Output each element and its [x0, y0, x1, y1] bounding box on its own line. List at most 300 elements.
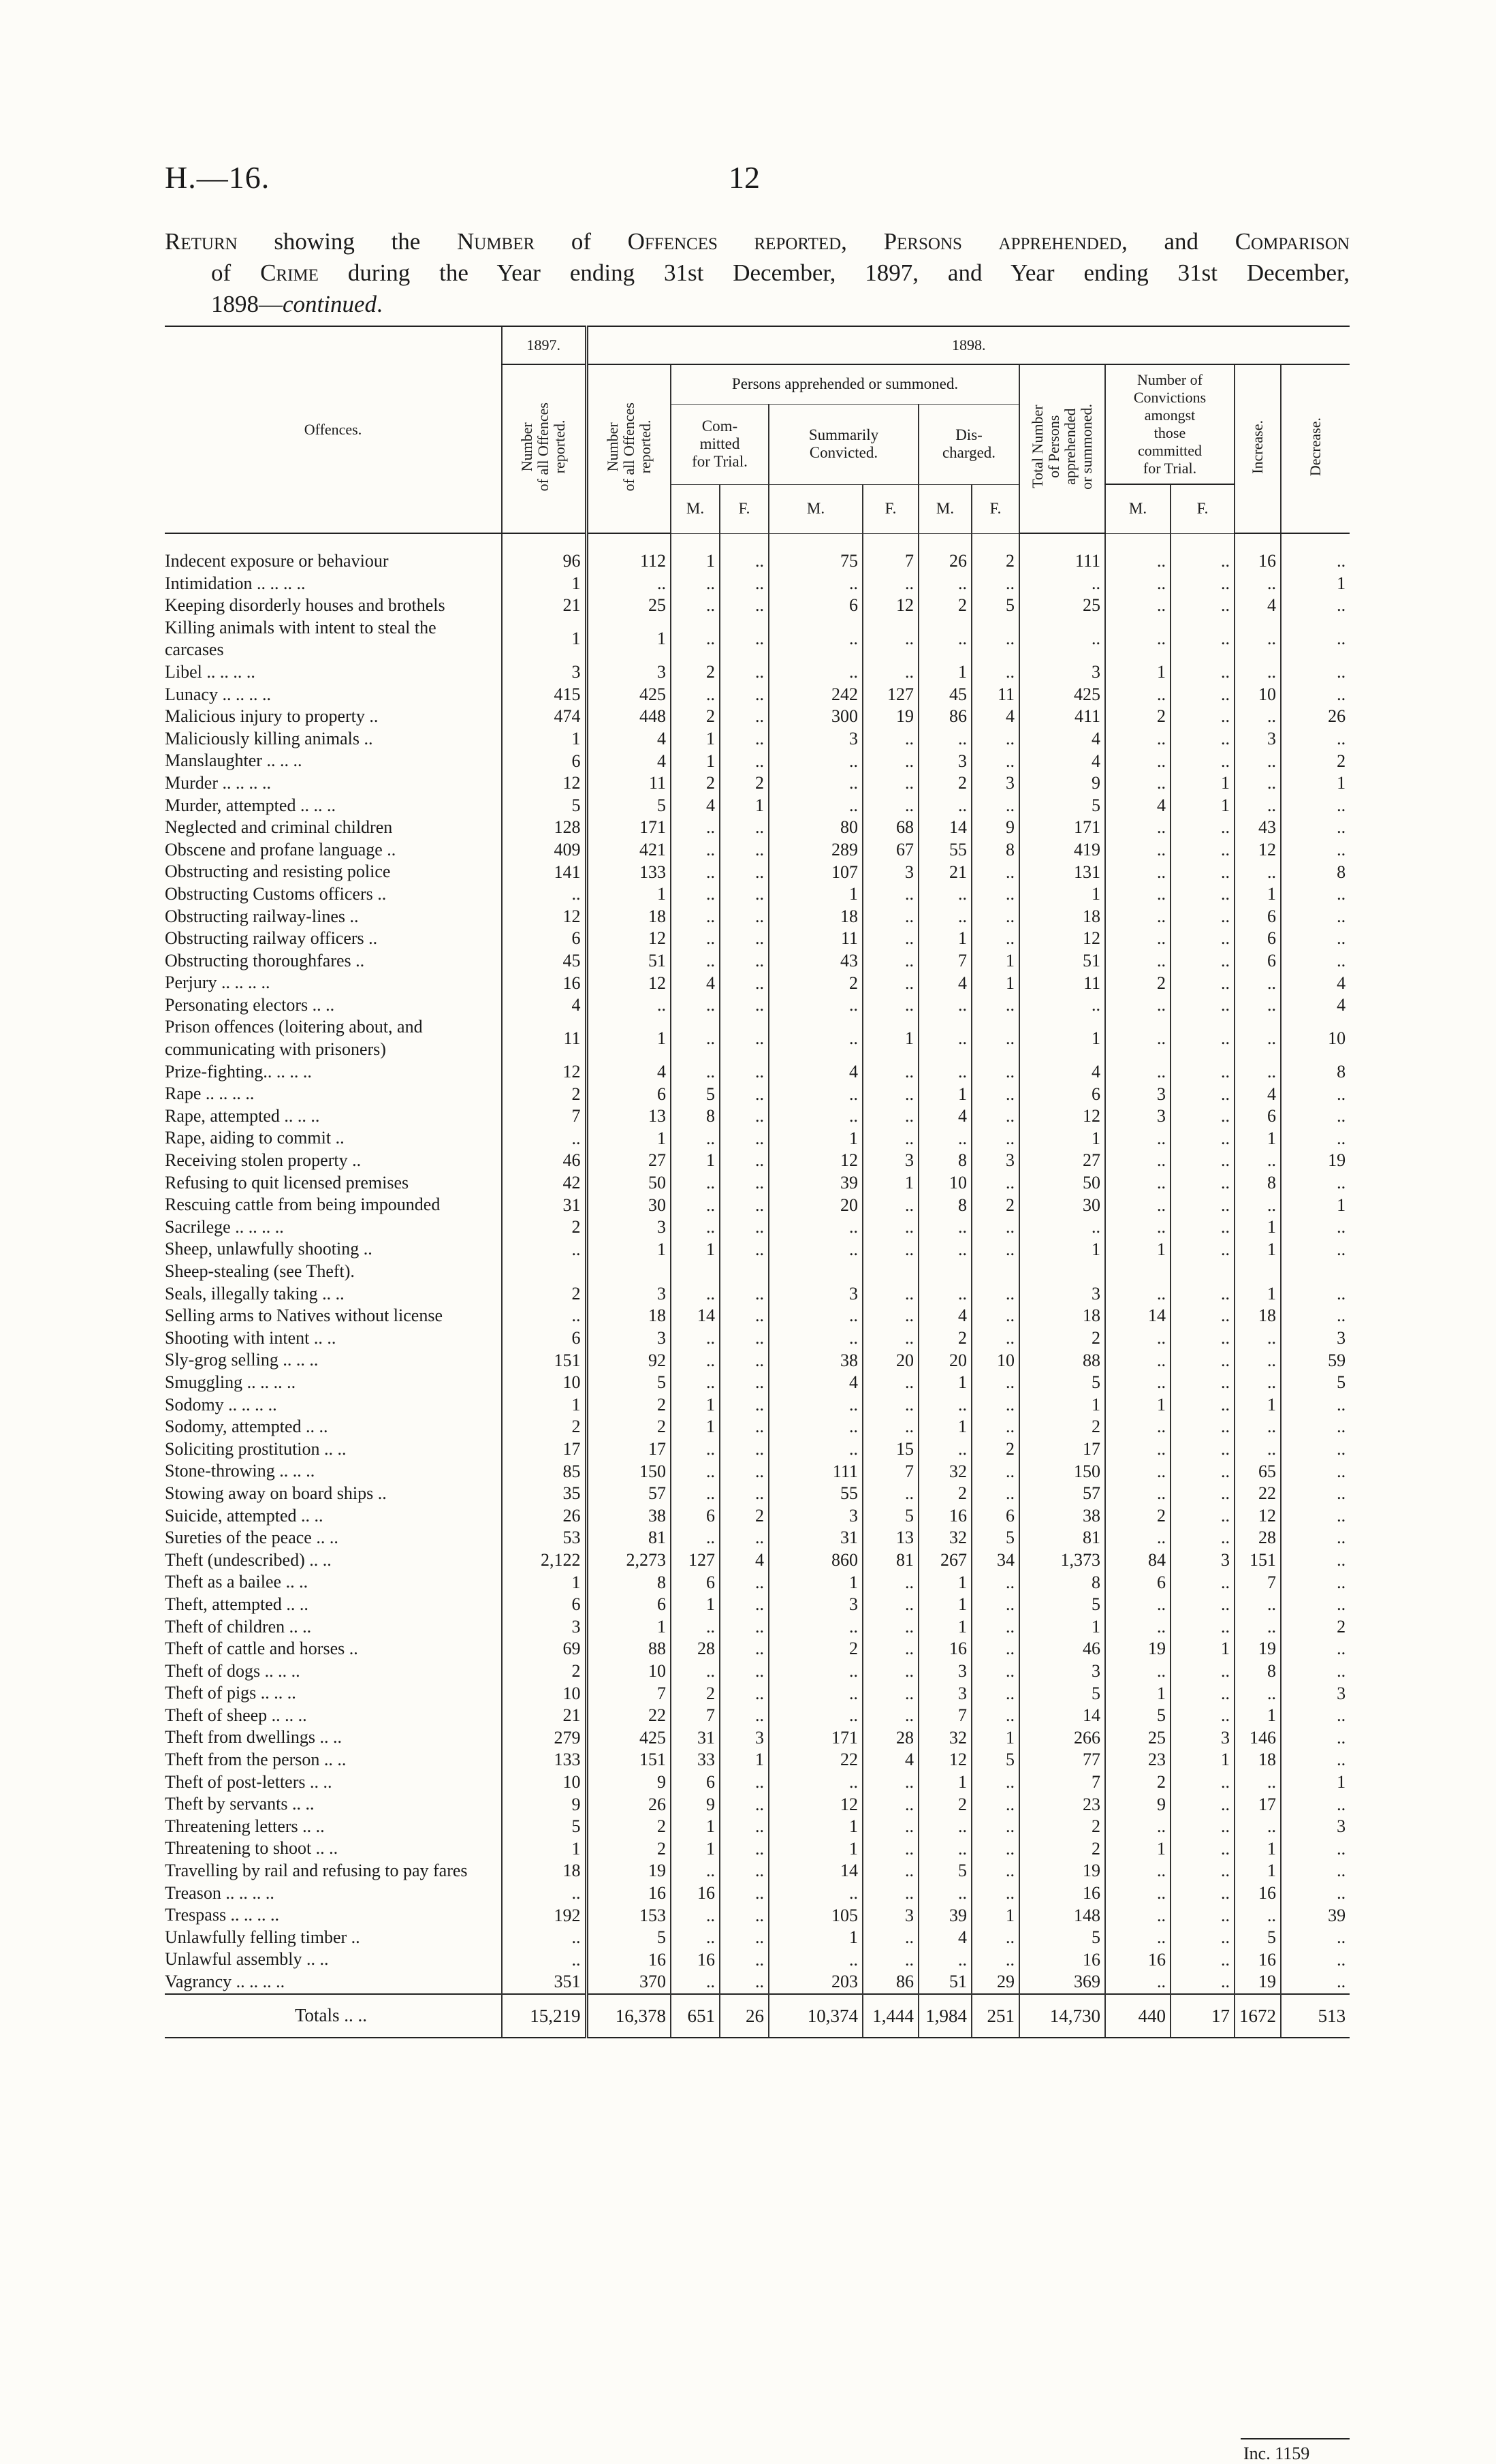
offence-name: Rape, attempted .. .. ..	[165, 1105, 320, 1126]
summarily-f: ..	[863, 1416, 919, 1438]
decrease: ..	[1281, 928, 1350, 950]
decrease: 5	[1281, 1372, 1350, 1394]
convictions-f: ..	[1171, 1172, 1235, 1195]
total-persons: 11	[1019, 972, 1105, 994]
reported-1897: 3	[502, 1616, 586, 1639]
convictions-f: 3	[1171, 1549, 1235, 1572]
summarily-f: 3	[863, 861, 919, 883]
offences-rows	[165, 533, 1350, 1994]
committed-f: ..	[720, 595, 769, 617]
decrease: ..	[1281, 1749, 1350, 1771]
offence-name: Indecent exposure or behaviour	[165, 551, 389, 571]
reported-1898: 1	[586, 1127, 671, 1150]
committed-m: ..	[671, 1194, 720, 1216]
convictions-f: ..	[1171, 595, 1235, 617]
reported-1898: 6	[586, 1083, 671, 1105]
increase: ..	[1235, 994, 1281, 1017]
committed-f: ..	[720, 906, 769, 928]
convictions-f: ..	[1171, 573, 1235, 595]
totals-offence-name: Totals .. ..	[165, 1994, 502, 2038]
convictions-m: ..	[1105, 1660, 1171, 1683]
committed-m: ..	[671, 1016, 720, 1060]
total-persons: 51	[1019, 950, 1105, 973]
total-persons: 30	[1019, 1194, 1105, 1216]
discharged-f: ..	[972, 1638, 1019, 1660]
summarily-m: 20	[769, 1194, 863, 1216]
discharged-m: ..	[919, 1061, 972, 1084]
reported-1898: 22	[586, 1705, 671, 1727]
summarily-f: 12	[863, 595, 919, 617]
table-row	[165, 1793, 1350, 1816]
reported-1897: 10	[502, 1372, 586, 1394]
reported-1898: 9	[586, 1771, 671, 1794]
summarily-f: 7	[863, 1460, 919, 1483]
discharged-m: ..	[919, 1438, 972, 1461]
committed-f: ..	[720, 728, 769, 751]
reported-1898: 18	[586, 906, 671, 928]
table-row	[165, 1483, 1350, 1505]
discharged-m: 1	[919, 1616, 972, 1639]
offence-name: Neglected and criminal children	[165, 817, 393, 838]
total-persons: 1	[1019, 1394, 1105, 1417]
summarily-f: ..	[863, 1571, 919, 1594]
summarily-m: ..	[769, 1238, 863, 1261]
discharged-m: ..	[919, 1816, 972, 1838]
committed-m: 33	[671, 1749, 720, 1771]
committed-f: ..	[720, 1216, 769, 1239]
committed-f: ..	[720, 928, 769, 950]
discharged-f: ..	[972, 573, 1019, 595]
discharged-m: 1	[919, 1571, 972, 1594]
discharged-f: 29	[972, 1971, 1019, 1994]
offence-name: Rape, aiding to commit ..	[165, 1128, 345, 1148]
reported-1897: 6	[502, 928, 586, 950]
convictions-f: ..	[1171, 883, 1235, 906]
reported-1897: 69	[502, 1638, 586, 1660]
offence-name: Theft from the person .. ..	[165, 1750, 347, 1770]
convictions-f: ..	[1171, 1527, 1235, 1549]
committed-f: ..	[720, 817, 769, 839]
summarily-f: ..	[863, 972, 919, 994]
convictions-f: ..	[1171, 1816, 1235, 1838]
discharged-f: ..	[972, 1061, 1019, 1084]
summarily-m: ..	[769, 573, 863, 595]
increase: 1	[1235, 1394, 1281, 1417]
reported-1898: 10	[586, 1660, 671, 1683]
discharged-f: ..	[972, 1837, 1019, 1860]
committed-f: ..	[720, 1837, 769, 1860]
summarily-m: 11	[769, 928, 863, 950]
summarily-f: ..	[863, 1305, 919, 1327]
discharged-f: ..	[972, 994, 1019, 1017]
committed-f: ..	[720, 1571, 769, 1594]
table-row	[165, 928, 1350, 950]
convictions-m: 19	[1105, 1638, 1171, 1660]
offence-name: Shooting with intent .. ..	[165, 1327, 336, 1348]
offence-name: Obstructing railway-lines ..	[165, 906, 359, 926]
table-row	[165, 1971, 1350, 1994]
discharged-m: ..	[919, 728, 972, 751]
convictions-f: ..	[1171, 950, 1235, 973]
decrease: ..	[1281, 728, 1350, 751]
discharged-m: 20	[919, 1349, 972, 1372]
summarily-f: ..	[863, 1816, 919, 1838]
increase: 10	[1235, 684, 1281, 706]
total-persons: 1	[1019, 883, 1105, 906]
committed-f: ..	[720, 1083, 769, 1105]
decrease	[1281, 1261, 1350, 1283]
increase: 12	[1235, 839, 1281, 862]
summarily-f: ..	[863, 1638, 919, 1660]
increase: ..	[1235, 1327, 1281, 1350]
discharged-m: 55	[919, 839, 972, 862]
discharged-f: 9	[972, 817, 1019, 839]
decrease: ..	[1281, 1083, 1350, 1105]
increase: 6	[1235, 950, 1281, 973]
reported-1897: 1	[502, 573, 586, 595]
reported-1897: 7	[502, 1105, 586, 1128]
increase: 16	[1235, 1882, 1281, 1905]
reported-1898: 92	[586, 1349, 671, 1372]
total-persons: 77	[1019, 1749, 1105, 1771]
increase: ..	[1235, 1150, 1281, 1172]
convictions-f: ..	[1171, 1571, 1235, 1594]
table-row	[165, 533, 1350, 573]
discharged-f: ..	[972, 1860, 1019, 1882]
discharged-f: ..	[972, 1372, 1019, 1394]
increase: ..	[1235, 1771, 1281, 1794]
committed-m: 8	[671, 1105, 720, 1128]
reported-1898: 1	[586, 1616, 671, 1639]
convictions-m: ..	[1105, 1882, 1171, 1905]
summarily-f: ..	[863, 1238, 919, 1261]
reported-1897: 2	[502, 1416, 586, 1438]
convictions-f: ..	[1171, 1349, 1235, 1372]
reported-1898: 425	[586, 1726, 671, 1749]
total-persons: 4	[1019, 1061, 1105, 1084]
committed-m: ..	[671, 1283, 720, 1306]
offence-name: Libel .. .. .. ..	[165, 661, 255, 682]
summarily-m: 289	[769, 839, 863, 862]
total-persons: 1	[1019, 1016, 1105, 1060]
committed-m: 6	[671, 1771, 720, 1794]
discharged-f: ..	[972, 1172, 1019, 1195]
table-row	[165, 1860, 1350, 1882]
discharged-f: 6	[972, 1505, 1019, 1528]
convictions-f: ..	[1171, 1105, 1235, 1128]
reported-1898: 30	[586, 1194, 671, 1216]
total-persons: 171	[1019, 817, 1105, 839]
increase: 65	[1235, 1460, 1281, 1483]
reported-1897: 1	[502, 1394, 586, 1417]
total-persons: 16	[1019, 1882, 1105, 1905]
summarily-header: Summarily Convicted.	[769, 404, 919, 484]
increase	[1235, 1261, 1281, 1283]
discharged-m: ..	[919, 1238, 972, 1261]
convictions-m: ..	[1105, 1416, 1171, 1438]
discharged-m: 1	[919, 1771, 972, 1794]
summarily-m: 55	[769, 1483, 863, 1505]
total-persons: 17	[1019, 1438, 1105, 1461]
convictions-f: ..	[1171, 1660, 1235, 1683]
summarily-f: ..	[863, 1793, 919, 1816]
offence-name: Soliciting prostitution .. ..	[165, 1438, 347, 1459]
discharged-f: ..	[972, 928, 1019, 950]
convictions-f: ..	[1171, 728, 1235, 751]
discharged-f: 2	[972, 533, 1019, 573]
reported-1897: 17	[502, 1438, 586, 1461]
reported-1897-header: Number of all Offences reported.	[502, 364, 586, 533]
reported-1897: ..	[502, 1927, 586, 1949]
offence-name: Treason .. .. .. ..	[165, 1882, 274, 1903]
discharged-m: 3	[919, 750, 972, 772]
increase: ..	[1235, 1061, 1281, 1084]
increase: 4	[1235, 1083, 1281, 1105]
committed-f: ..	[720, 1904, 769, 1927]
committed-f: ..	[720, 573, 769, 595]
summarily-f: 13	[863, 1527, 919, 1549]
convictions-m: ..	[1105, 1904, 1171, 1927]
table-row	[165, 1749, 1350, 1771]
table-row	[165, 1105, 1350, 1128]
discharged-f: 2	[972, 1438, 1019, 1461]
discharged-m: ..	[919, 906, 972, 928]
summarily-m: 3	[769, 1594, 863, 1616]
discharged-f: 11	[972, 684, 1019, 706]
discharged-m: 7	[919, 950, 972, 973]
committed-m: ..	[671, 595, 720, 617]
total-persons: ..	[1019, 1216, 1105, 1239]
reported-1897: 12	[502, 1061, 586, 1084]
table-row	[165, 772, 1350, 795]
reported-1898: 5	[586, 1927, 671, 1949]
committed-m: 1	[671, 533, 720, 573]
committed-m: 2	[671, 772, 720, 795]
convictions-m: 1	[1105, 1682, 1171, 1705]
increase: 16	[1235, 533, 1281, 573]
table-row	[165, 1726, 1350, 1749]
discharged-f: ..	[972, 1216, 1019, 1239]
convictions-m: ..	[1105, 950, 1171, 973]
committed-m: 4	[671, 972, 720, 994]
reported-1897: 9	[502, 1793, 586, 1816]
decrease: ..	[1281, 906, 1350, 928]
committed-f: 1	[720, 795, 769, 817]
convictions-f: ..	[1171, 1061, 1235, 1084]
offence-name: Travelling by rail and refusing to pay fares	[165, 1861, 468, 1881]
convictions-f: ..	[1171, 1016, 1235, 1060]
committed-f: ..	[720, 1372, 769, 1394]
total-persons: 266	[1019, 1726, 1105, 1749]
convictions-m: ..	[1105, 750, 1171, 772]
total-persons: 50	[1019, 1172, 1105, 1195]
reported-1897: 10	[502, 1771, 586, 1794]
reported-1898: 18	[586, 1305, 671, 1327]
total-persons: 1,373	[1019, 1549, 1105, 1572]
table-row	[165, 1549, 1350, 1572]
offence-name: Theft, attempted .. ..	[165, 1594, 308, 1614]
summarily-f: 1	[863, 1016, 919, 1060]
committed-m: 31	[671, 1726, 720, 1749]
table-row	[165, 684, 1350, 706]
increase: 6	[1235, 928, 1281, 950]
total-persons	[1019, 1261, 1105, 1283]
reported-1897: 192	[502, 1904, 586, 1927]
table-row	[165, 1016, 1350, 1060]
decrease: 59	[1281, 1349, 1350, 1372]
offence-name: Murder .. .. .. ..	[165, 772, 271, 793]
summarily-m-header: M.	[769, 484, 863, 533]
convictions-f: 1	[1171, 795, 1235, 817]
committed-m: 4	[671, 795, 720, 817]
committed-m: 6	[671, 1505, 720, 1528]
reported-1898: 5	[586, 1372, 671, 1394]
summarily-m: ..	[769, 1705, 863, 1727]
table-row	[165, 1705, 1350, 1727]
convictions-m: 6	[1105, 1571, 1171, 1594]
reported-1898: 4	[586, 1061, 671, 1084]
decrease: ..	[1281, 1283, 1350, 1306]
committed-f: ..	[720, 1816, 769, 1838]
convictions-m: ..	[1105, 1372, 1171, 1394]
decrease: ..	[1281, 817, 1350, 839]
convictions-m: ..	[1105, 861, 1171, 883]
reported-1897: 45	[502, 950, 586, 973]
total-persons: 411	[1019, 706, 1105, 728]
discharged-m: ..	[919, 1216, 972, 1239]
decrease: ..	[1281, 1305, 1350, 1327]
discharged-m: 32	[919, 1460, 972, 1483]
summarily-f: 3	[863, 1150, 919, 1172]
reported-1898: 3	[586, 1283, 671, 1306]
discharged-f	[972, 1261, 1019, 1283]
summarily-m: 203	[769, 1971, 863, 1994]
committed-f: ..	[720, 1971, 769, 1994]
discharged-f: 3	[972, 772, 1019, 795]
summarily-m: ..	[769, 1394, 863, 1417]
committed-m: 2	[671, 1682, 720, 1705]
committed-m: ..	[671, 1927, 720, 1949]
reported-1897: ..	[502, 1305, 586, 1327]
summarily-f: ..	[863, 1660, 919, 1683]
table-row	[165, 1527, 1350, 1549]
discharged-f: 1	[972, 972, 1019, 994]
discharged-f: ..	[972, 1948, 1019, 1971]
committed-m: ..	[671, 817, 720, 839]
summarily-m: ..	[769, 772, 863, 795]
reported-1898: 51	[586, 950, 671, 973]
summarily-m: 2	[769, 1638, 863, 1660]
reported-1898-header: Number of all Offences reported.	[586, 364, 671, 533]
table-row	[165, 1261, 1350, 1283]
reported-1898: 448	[586, 706, 671, 728]
convictions-f: ..	[1171, 861, 1235, 883]
discharged-f: ..	[972, 906, 1019, 928]
reported-1898: 1	[586, 1016, 671, 1060]
discharged-f: ..	[972, 1927, 1019, 1949]
decrease: ..	[1281, 1860, 1350, 1882]
decrease: 8	[1281, 861, 1350, 883]
committed-m: 16	[671, 1882, 720, 1905]
summarily-f: ..	[863, 1283, 919, 1306]
reported-1897: 1	[502, 1571, 586, 1594]
discharged-m: 267	[919, 1549, 972, 1572]
discharged-f: ..	[972, 1283, 1019, 1306]
decrease: ..	[1281, 1216, 1350, 1239]
summarily-m: ..	[769, 1416, 863, 1438]
summarily-m: 860	[769, 1549, 863, 1572]
reported-1897: 85	[502, 1460, 586, 1483]
offence-name: Obscene and profane language ..	[165, 839, 396, 859]
reported-1897: 6	[502, 1594, 586, 1616]
reported-1898: 2	[586, 1837, 671, 1860]
reported-1897	[502, 1261, 586, 1283]
increase: 1	[1235, 1216, 1281, 1239]
committed-f: ..	[720, 839, 769, 862]
offence-name: Suicide, attempted .. ..	[165, 1505, 323, 1526]
convictions-f: ..	[1171, 1083, 1235, 1105]
committed-f: ..	[720, 1394, 769, 1417]
table-row	[165, 1172, 1350, 1195]
increase: ..	[1235, 1416, 1281, 1438]
discharged-m: 1	[919, 1372, 972, 1394]
convictions-f: ..	[1171, 1594, 1235, 1616]
decrease: ..	[1281, 661, 1350, 684]
discharged-m: 32	[919, 1527, 972, 1549]
summarily-m: ..	[769, 1216, 863, 1239]
increase: ..	[1235, 1372, 1281, 1394]
total-persons: 148	[1019, 1904, 1105, 1927]
committed-f: ..	[720, 1150, 769, 1172]
table-row	[165, 1771, 1350, 1794]
table-row	[165, 795, 1350, 817]
offence-name: Seals, illegally taking .. ..	[165, 1283, 345, 1304]
discharged-f: ..	[972, 1016, 1019, 1060]
offence-name: Prize-fighting.. .. .. ..	[165, 1061, 312, 1081]
total-persons: 88	[1019, 1349, 1105, 1372]
discharged-f: ..	[972, 861, 1019, 883]
document-reference: H.—16.	[165, 160, 270, 195]
discharged-f: 1	[972, 1904, 1019, 1927]
committed-m: ..	[671, 861, 720, 883]
increase: 43	[1235, 817, 1281, 839]
convictions-f: ..	[1171, 750, 1235, 772]
convictions-f: ..	[1171, 1416, 1235, 1438]
offence-name: Theft of cattle and horses ..	[165, 1639, 358, 1659]
table-row	[165, 661, 1350, 684]
decrease: ..	[1281, 1483, 1350, 1505]
summarily-m: ..	[769, 1016, 863, 1060]
convictions-f: ..	[1171, 1127, 1235, 1150]
reported-1897: ..	[502, 1238, 586, 1261]
decrease: ..	[1281, 1505, 1350, 1528]
reported-1897: 10	[502, 1682, 586, 1705]
summarily-f: ..	[863, 1216, 919, 1239]
totals-convictions-m: 440	[1105, 1994, 1171, 2038]
convictions-m: ..	[1105, 1816, 1171, 1838]
committed-f: 2	[720, 1505, 769, 1528]
decrease: ..	[1281, 533, 1350, 573]
totals-increase: 1672	[1235, 1994, 1281, 2038]
discharged-f: ..	[972, 1771, 1019, 1794]
increase: 18	[1235, 1305, 1281, 1327]
total-persons: 419	[1019, 839, 1105, 862]
total-persons: 14	[1019, 1705, 1105, 1727]
committed-f: ..	[720, 1061, 769, 1084]
discharged-f: ..	[972, 1238, 1019, 1261]
offence-name: Keeping disorderly houses and brothels	[165, 595, 445, 616]
committed-f: ..	[720, 1771, 769, 1794]
